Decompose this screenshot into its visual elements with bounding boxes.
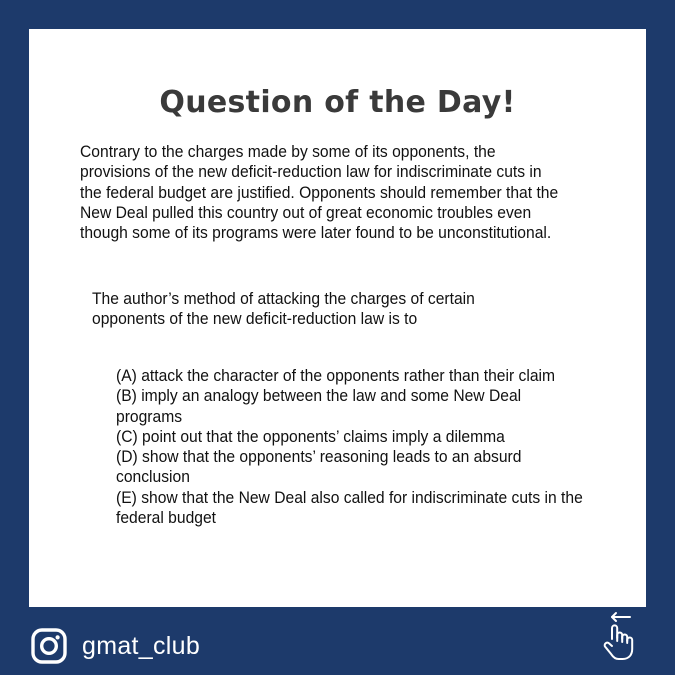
instagram-icon[interactable]: [30, 627, 68, 665]
answer-choices: [116, 366, 590, 528]
answer-choice-c: (C) point out that the opponents’ claims imply a dilemma: [116, 426, 505, 446]
answer-choice-a: (A) attack the character of the opponents rather than their claim: [116, 366, 556, 385]
swipe-hand-icon: [598, 611, 646, 663]
answer-choice-e: (E) show that the New Deal also called for indiscriminate cuts in the federal budget: [116, 487, 583, 528]
answer-choice-b: (B) imply an analogy between the law and some New Deal programs: [116, 386, 522, 426]
question-passage: Contrary to the charges made by some of its opponents, the provisions of the new deficit-reduction law for indiscriminate cuts in the federal budget are justified. Opponents should remember that the New Deal pulled this country out of great economic troubles even though some of its programs were later found to be unconstitutional.: [80, 142, 559, 243]
answer-choice-d: (D) show that the opponents’ reasoning leads to an absurd conclusion: [116, 447, 522, 487]
question-stem: The author’s method of attacking the charges of certain opponents of the new deficit-reduction law is to: [92, 289, 475, 329]
question-card: [29, 29, 646, 607]
instagram-handle[interactable]: gmat_club: [82, 631, 201, 660]
page-title: Question of the Day!: [159, 85, 516, 120]
footer: [30, 624, 200, 668]
